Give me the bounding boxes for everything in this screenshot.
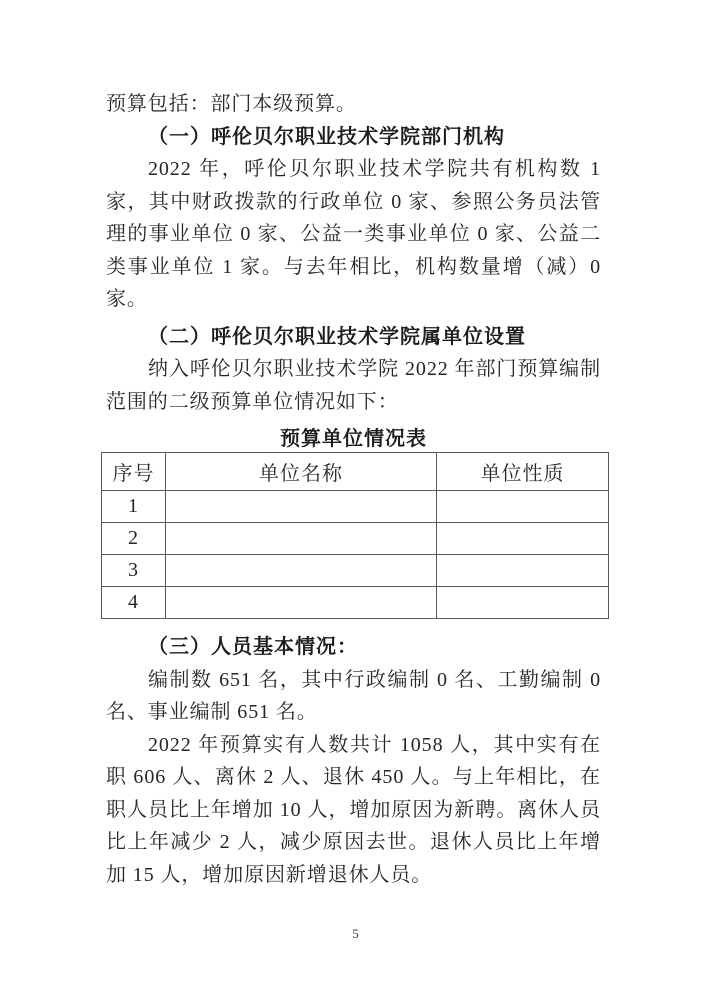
table-row-2 bbox=[102, 523, 609, 555]
cell-unit-name bbox=[166, 523, 437, 555]
table-header-unit-nature: 单位性质 bbox=[437, 453, 609, 491]
paragraph-section-3-a: 编制数 651 名，其中行政编制 0 名、工勤编制 0 名、事业编制 651 名。 bbox=[106, 668, 601, 723]
table-row-4 bbox=[102, 587, 609, 619]
paragraph-section-3-b: 2022 年预算实有人数共计 1058 人，其中实有在职 606 人、离休 2 人、退休 450 人。与上年相比，在职人员比上年增加 10 人，增加原因为新聘。离休人员比上年减少 2 人，减少原因去世。退休人员比上年增加 15 人，增加原因新增退休人员。 bbox=[106, 733, 601, 886]
table-header-row bbox=[102, 453, 609, 491]
cell-seq: 2 bbox=[102, 523, 166, 555]
cell-unit-name bbox=[166, 555, 437, 587]
cell-unit-nature bbox=[437, 555, 609, 587]
cell-seq: 3 bbox=[102, 555, 166, 587]
section-heading-2: （二）呼伦贝尔职业技术学院属单位设置 bbox=[148, 325, 526, 348]
section-heading-3: （三）人员基本情况： bbox=[148, 636, 358, 658]
cell-unit-nature bbox=[437, 523, 609, 555]
cell-seq: 4 bbox=[102, 587, 166, 619]
cell-unit-nature bbox=[437, 587, 609, 619]
table-header-unit-name: 单位名称 bbox=[166, 453, 437, 491]
page-number: 5 bbox=[352, 926, 359, 941]
table-row-3 bbox=[102, 555, 609, 587]
cell-seq: 1 bbox=[102, 491, 166, 523]
section-heading-1: （一）呼伦贝尔职业技术学院部门机构 bbox=[148, 125, 505, 148]
table-header-seq: 序号 bbox=[102, 453, 166, 491]
document-content bbox=[106, 88, 601, 891]
cell-unit-nature bbox=[437, 491, 609, 523]
cell-unit-name bbox=[166, 491, 437, 523]
budget-units-table bbox=[101, 452, 609, 619]
paragraph-intro: 预算包括：部门本级预算。 bbox=[106, 93, 357, 115]
paragraph-section-1: 2022 年，呼伦贝尔职业技术学院共有机构数 1 家，其中财政拨款的行政单位 0 家、参照公务员法管理的事业单位 0 家、公益一类事业单位 0 家、公益二类事业单位 1 家。与去年相比，机构数量增（减）0 家。 bbox=[106, 158, 601, 310]
paragraph-section-2: 纳入呼伦贝尔职业技术学院 2022 年部门预算编制范围的二级预算单位情况如下： bbox=[106, 358, 601, 413]
budget-table-title: 预算单位情况表 bbox=[280, 428, 427, 450]
table-row-1 bbox=[102, 491, 609, 523]
cell-unit-name bbox=[166, 587, 437, 619]
